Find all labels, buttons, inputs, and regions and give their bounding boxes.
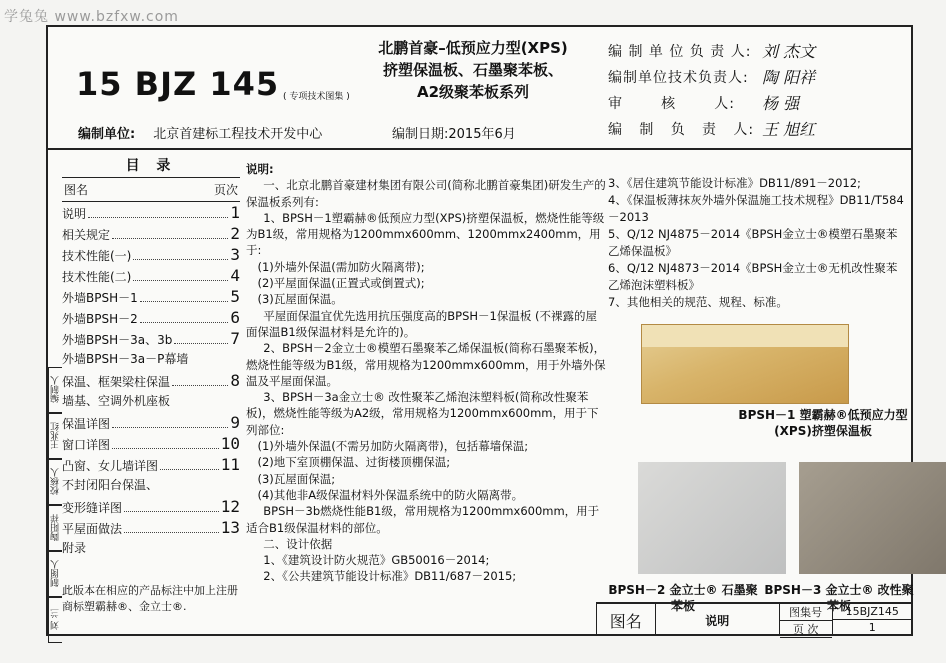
signature: 杨 强 (762, 94, 800, 113)
atlas-type: ( 专项技术图集 ) (283, 92, 350, 102)
graphite-board-photo (638, 462, 786, 574)
paragraph: 1、《建筑设计防火规范》GB50016－2014; (263, 553, 490, 568)
toc-header: 图名 页次 (62, 179, 240, 202)
paragraph: BPSH－3b燃烧性能B1级，常用规格为1200mmx600mm，用于适合B1级保温材料的部位。 (246, 504, 600, 535)
table-of-contents (62, 155, 240, 559)
caption-bpsh1: BPSH－1 塑霸赫®低预应力型(XPS)挤塑保温板 (738, 408, 908, 438)
toc-row: 墙基、空调外机座板 (62, 394, 171, 408)
page-label: 页 次 (780, 621, 832, 638)
toc-row: 保温、框架梁柱保温 8 (62, 371, 240, 390)
toc-row: 外墙BPSH－1 5 (62, 287, 240, 306)
compiling-unit: 编制单位: 北京首建标工程技术开发中心 (78, 127, 323, 142)
toc-row: 外墙BPSH－3a、3b 7 (62, 329, 240, 348)
atlas-number-label: 图集号 (780, 604, 832, 621)
atlas-title: 北鹏首豪–低预应力型(XPS) 挤塑保温板、石墨聚苯板、 A2级聚苯板系列 (378, 39, 568, 101)
description-text: 说明: 一、北京北鹏首豪建材集团有限公司(简称北鹏首豪集团)研发生产的保温板系列有: 1、BPSH－1塑霸赫®低预应力型(XPS)挤塑保温板，燃烧性能等级为B1级，常用规格为1200mmx600mm、1200mmx2400mm，用于: (1)外墙外保温(需加防火隔离带); (2)平屋面保温(正置式或倒置式); (3)瓦屋面保温。 平屋面保温宜优先选用抗压强度高的BPSH－1保温板 (不裸露的屋面保温B1级保温材料是允许的)。 2、BPSH－2金立士®模塑石墨聚苯乙烯保温板(简称石墨聚苯板)，燃烧性能等级为B1级，常用规格为1200mmx600mm，用于外墙外保温及平屋面保温。 3、BPSH－3a金立士® 改性聚苯乙烯泡沫塑料板(简称改性聚苯板)，燃烧性能等级为A2级，常用规格为1200mmx600mm，用于下列部位: (1)外墙外保温(不需另加防火隔离带)，包括幕墙保温; (2)地下室顶棚保温、过街楼顶棚保温; (3)瓦屋面保温; (4)其他非A级保温材料外保温系统中的防火隔离带。 BPSH－3b燃烧性能B1级，常用规格为1200mmx600mm，用于适合B1级保温材料的部位。 二、设计依据 1、《建筑设计防火规范》GB50016－2014; 2、《公共建筑节能设计标准》DB11/687－2015; (246, 161, 608, 585)
toc-row: 外墙BPSH－3a－P幕墙 (62, 352, 189, 366)
paragraph: (3)瓦屋面保温。 (257, 292, 343, 307)
paragraph: 2、BPSH－2金立士®模塑石墨聚苯乙烯保温板(简称石墨聚苯板)，燃烧性能等级为B1级，常用规格为1200mmx600mm，用于外墙外保温及平屋面保温。 (246, 341, 606, 388)
paragraph: 一、北京北鹏首豪建材集团有限公司(简称北鹏首豪集团)研发生产的保温板系列有: (246, 178, 606, 209)
toc-row: 平屋面做法 13 (62, 518, 240, 537)
standard-item: 5、Q/12 NJ4875－2014《BPSH金立士®模塑石墨聚苯乙烯保温板》 (608, 227, 898, 258)
toc-row: 凸窗、女儿墙详图 11 (62, 455, 240, 474)
toc-row: 技术性能(二) 4 (62, 266, 240, 285)
signature-strip: 编制人 王兆红 校核人 陶阳祥 制图人 刘 兰 (48, 367, 66, 637)
paragraph: (4)其他非A级保温材料外保温系统中的防火隔离带。 (257, 487, 524, 502)
role-row: 编制单位技术负责人: 陶 阳祥 (608, 65, 815, 91)
paragraph: (1)外墙外保温(不需另加防火隔离带)，包括幕墙保温; (257, 439, 529, 454)
reference-standards (608, 175, 908, 311)
signature: 王 旭红 (762, 120, 816, 139)
caption-bpsh2: BPSH－2 金立士® 石墨聚苯板 (608, 583, 758, 613)
standard-item: 7、其他相关的规范、规程、标准。 (608, 295, 788, 309)
standard-item: 4、《保温板薄抹灰外墙外保温施工技术规程》DB11/T584－2013 (608, 193, 904, 224)
paragraph: (1)外墙外保温(需加防火隔离带); (257, 259, 425, 274)
paragraph: 3、BPSH－3a金立士® 改性聚苯乙烯泡沫塑料板(简称改性聚苯板)，燃烧性能等级为A2级，常用规格为1200mmx600mm，用于下列部位: (246, 390, 599, 437)
paragraph: (3)瓦屋面保温; (257, 471, 336, 486)
trademark-note: 此版本在相应的产品标注中加上注册商标塑霸赫®、金立士®. (62, 584, 238, 613)
paragraph: 1、BPSH－1塑霸赫®低预应力型(XPS)挤塑保温板，燃烧性能等级为B1级，常用规格为1200mmx600mm、1200mmx2400mm，用于: (246, 210, 605, 258)
toc-row: 变形缝详图 12 (62, 497, 240, 516)
role-row: 编 制 单 位 负 责 人: 刘 杰文 (608, 39, 815, 65)
page-number: 1 (833, 620, 912, 636)
toc-row: 说明 1 (62, 203, 240, 222)
responsible-persons (608, 39, 815, 143)
modified-board-photo (799, 462, 946, 574)
role-row: 编 制 负 责 人: 王 旭红 (608, 117, 815, 143)
toc-row: 技术性能(一) 3 (62, 245, 240, 264)
toc-row: 保温详图 9 (62, 413, 240, 432)
role-row: 审 核 人: 杨 强 (608, 91, 815, 117)
standard-item: 6、Q/12 NJ4873－2014《BPSH金立士®无机改性聚苯乙烯泡沫塑料板》 (608, 261, 898, 292)
atlas-code: 15 BJZ 145 (76, 65, 280, 103)
paragraph: 2、《公共建筑节能设计标准》DB11/687－2015; (263, 569, 517, 584)
standard-item: 3、《居住建筑节能设计标准》DB11/891－2012; (608, 176, 861, 190)
toc-row: 附录 (62, 541, 87, 555)
header-divider (48, 148, 911, 150)
atlas-number: 15BJZ145 (833, 604, 912, 620)
watermark: 学兔兔 www.bzfxw.com (4, 9, 179, 25)
title-block (596, 602, 912, 636)
paragraph: 二、设计依据 (263, 536, 333, 551)
paragraph: (2)地下室顶棚保温、过街楼顶棚保温; (257, 455, 451, 470)
toc-title: 目 录 (62, 155, 240, 178)
drawing-name: 说明 (656, 604, 780, 636)
paragraph: 平屋面保温宜优先选用抗压强度高的BPSH－1保温板 (不裸露的屋面保温B1级保温材料是允许的)。 (246, 308, 597, 339)
signature: 陶 阳祥 (762, 68, 816, 87)
signature: 刘 杰文 (762, 42, 816, 61)
toc-row: 不封闭阳台保温、 (62, 478, 159, 492)
toc-row: 窗口详图 10 (62, 434, 240, 453)
toc-row: 相关规定 2 (62, 224, 240, 243)
caption-bpsh3: BPSH－3 金立士® 改性聚苯板 (764, 583, 914, 613)
paragraph: (2)平屋面保温(正置式或倒置式); (257, 276, 425, 291)
compiling-date: 编制日期:2015年6月 (392, 127, 516, 142)
drawing-name-label: 图名 (597, 604, 656, 636)
xps-board-photo (641, 324, 849, 404)
toc-row: 外墙BPSH－2 6 (62, 308, 240, 327)
drawing-sheet (46, 25, 913, 636)
